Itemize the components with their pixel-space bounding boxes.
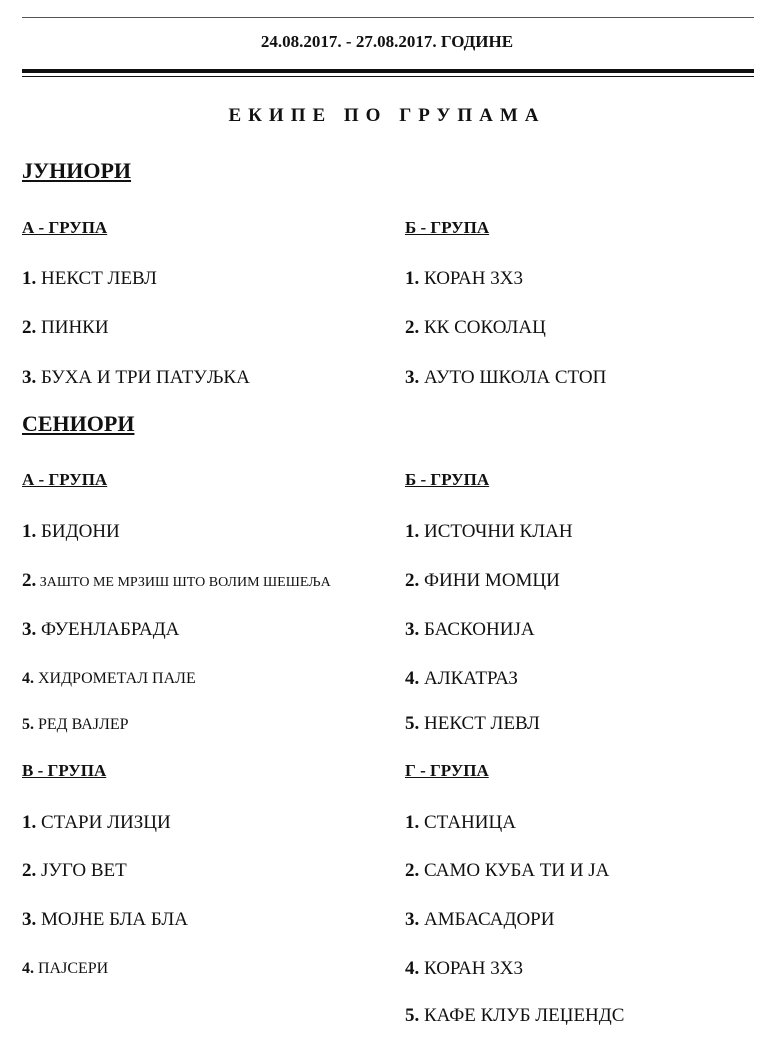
team-seniors-g-5: 5. КАФЕ КЛУБ ЛЕЏЕНДС xyxy=(405,1005,625,1026)
team-seniors-b-3: 3. БАСКОНИЈА xyxy=(405,619,535,640)
team-seniors-g-4: 4. КОРАН 3Х3 xyxy=(405,958,523,979)
team-juniors-b-3: 3. АУТО ШКОЛА СТОП xyxy=(405,367,607,388)
thin-divider xyxy=(22,76,754,77)
section-title-juniors: ЈУНИОРИ xyxy=(22,158,132,183)
team-seniors-a-2: 2. ЗАШТО МЕ МРЗИШ ШТО ВОЛИМ ШЕШЕЉА xyxy=(22,570,331,591)
team-seniors-g-2: 2. САМО КУБА ТИ И ЈА xyxy=(405,860,610,881)
team-seniors-v-2: 2. ЈУГО ВЕТ xyxy=(22,860,127,881)
team-juniors-b-2: 2. КК СОКОЛАЦ xyxy=(405,317,546,338)
team-seniors-a-5: 5. РЕД ВАЈЛЕР xyxy=(22,716,129,733)
team-seniors-b-2: 2. ФИНИ МОМЦИ xyxy=(405,570,560,591)
thick-divider xyxy=(22,69,754,73)
group-title-seniors-a: А - ГРУПА xyxy=(22,470,108,489)
group-title-juniors-a: А - ГРУПА xyxy=(22,218,108,237)
team-juniors-b-1: 1. КОРАН 3Х3 xyxy=(405,268,523,289)
team-juniors-a-3: 3. БУХА И ТРИ ПАТУЉКА xyxy=(22,367,250,388)
section-title-seniors: СЕНИОРИ xyxy=(22,411,135,436)
group-title-juniors-b: Б - ГРУПА xyxy=(405,218,490,237)
team-seniors-v-1: 1. СТАРИ ЛИЗЦИ xyxy=(22,812,171,833)
team-seniors-b-1: 1. ИСТОЧНИ КЛАН xyxy=(405,521,573,542)
team-seniors-g-1: 1. СТАНИЦА xyxy=(405,812,516,833)
team-seniors-a-4: 4. ХИДРОМЕТАЛ ПАЛЕ xyxy=(22,670,196,687)
group-title-seniors-v: В - ГРУПА xyxy=(22,761,107,780)
page-title: ЕКИПЕ ПО ГРУПАМА xyxy=(228,105,546,126)
team-seniors-b-5: 5. НЕКСТ ЛЕВЛ xyxy=(405,713,540,734)
team-juniors-a-1: 1. НЕКСТ ЛЕВЛ xyxy=(22,268,157,289)
group-title-seniors-g: Г - ГРУПА xyxy=(405,761,489,780)
group-title-seniors-b: Б - ГРУПА xyxy=(405,470,490,489)
top-rule xyxy=(22,17,754,18)
tournament-dates: 24.08.2017. - 27.08.2017. ГОДИНЕ xyxy=(260,32,514,51)
team-seniors-v-4: 4. ПАЈСЕРИ xyxy=(22,960,109,977)
team-seniors-g-3: 3. АМБАСАДОРИ xyxy=(405,909,555,930)
team-seniors-a-1: 1. БИДОНИ xyxy=(22,521,120,542)
team-juniors-a-2: 2. ПИНКИ xyxy=(22,317,109,338)
team-seniors-a-3: 3. ФУЕНЛАБРАДА xyxy=(22,619,180,640)
team-seniors-v-3: 3. МОЈНЕ БЛА БЛА xyxy=(22,909,188,930)
team-seniors-b-4: 4. АЛКАТРАЗ xyxy=(405,668,518,689)
